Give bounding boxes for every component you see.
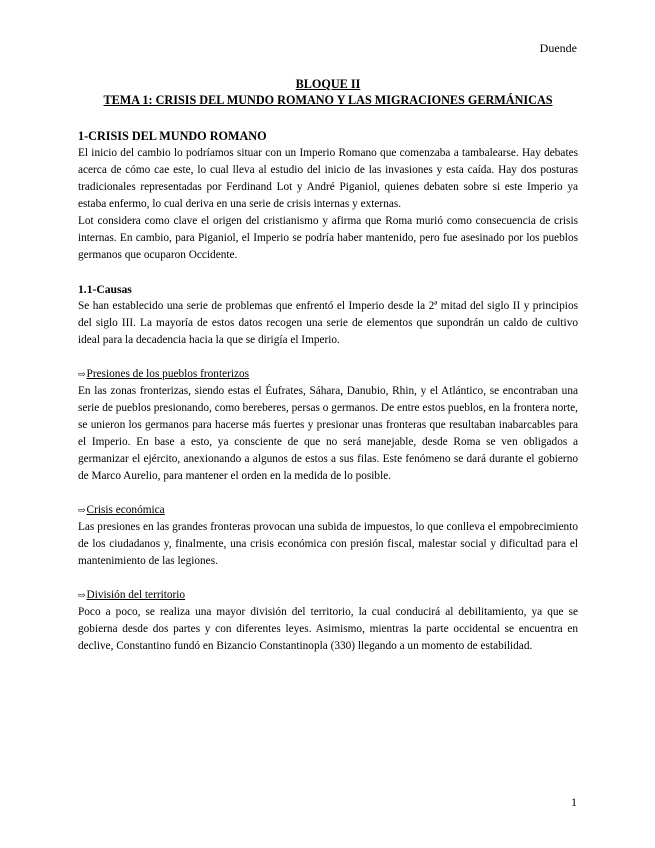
arrow-right-icon: ⇨ <box>78 369 86 379</box>
paragraph: En las zonas fronterizas, siendo estas el Éufrates, Sáhara, Danubio, Rhin, y el Atlántico, se encontraban una serie de pueblos presionando, como bereberes, persas o germanos. De entre estos pueblos, en la frontera norte, se unieron los germanos para hacerse más fuertes y presionar unas fronteras que resultaban inabarcables para el Imperio. En base a esto, ya consciente de que no será manejable, desde Roma se ven obligados a germanizar el ejército, anexionando a algunos de estos a sus filas. Este fenómeno se dará durante el gobierno de Marco Aurelio, para mantener el orden en la medida de lo posible. <box>78 385 578 482</box>
subsection-title <box>78 366 578 383</box>
subsection-title-text: Crisis económica <box>86 504 165 516</box>
subsection-title <box>78 502 578 519</box>
page-number: 1 <box>571 795 577 809</box>
paragraph: Poco a poco, se realiza una mayor división del territorio, la cual conducirá al debilitamiento, ya que se gobierna desde dos partes y con diferentes leyes. Asimismo, mientras la parte occidental se encuentra en declive, Constantino fundó en Bizancio Constantinopla (330) llegando a un momento de estabilidad. <box>78 606 578 652</box>
paragraph: Se han establecido una serie de problemas que enfrentó el Imperio desde la 2ª mitad del siglo II y principios del siglo III. La mayoría de estos datos recogen una serie de elementos que supondrán un caldo de cultivo ideal para la decadencia hacia la que se dirigía el Imperio. <box>78 300 578 346</box>
document-body <box>78 76 578 655</box>
block-title: BLOQUE II <box>295 77 361 91</box>
arrow-right-icon: ⇨ <box>78 505 86 515</box>
subsection-title-text: Presiones de los pueblos fronterizos <box>86 368 250 380</box>
paragraph: Lot considera como clave el origen del cristianismo y afirma que Roma murió como consecuencia de crisis internas. En cambio, para Piganiol, el Imperio se podría haber mantenido, pero fue asesinado por los pueblos germanos que ocuparon Occidente. <box>78 215 578 261</box>
topic-title: TEMA 1: CRISIS DEL MUNDO ROMANO Y LAS MIGRACIONES GERMÁNICAS <box>103 93 553 107</box>
page-header-author: Duende <box>539 41 577 55</box>
subsection-title-text: División del territorio <box>86 589 186 601</box>
subsection-heading: 1.1-Causas <box>78 283 132 296</box>
section-heading: 1-CRISIS DEL MUNDO ROMANO <box>78 129 267 143</box>
subsection-title <box>78 587 578 604</box>
paragraph: El inicio del cambio lo podríamos situar con un Imperio Romano que comenzaba a tambalearse. Hay debates acerca de cómo cae este, lo cual lleva al estudio del inicio de las invasiones y esta caída. Hay dos posturas tradicionales representadas por Ferdinand Lot y André Piganiol, quienes debaten sobre si este Imperio ya estaba enfermo, lo cual deriva en una serie de crisis internas y externas. <box>78 147 578 210</box>
arrow-right-icon: ⇨ <box>78 590 86 600</box>
paragraph: Las presiones en las grandes fronteras provocan una subida de impuestos, lo que conlleva el empobrecimiento de los ciudadanos y, finalmente, una crisis económica con presión fiscal, malestar social y dificultad para el mantenimiento de las legiones. <box>78 521 578 567</box>
